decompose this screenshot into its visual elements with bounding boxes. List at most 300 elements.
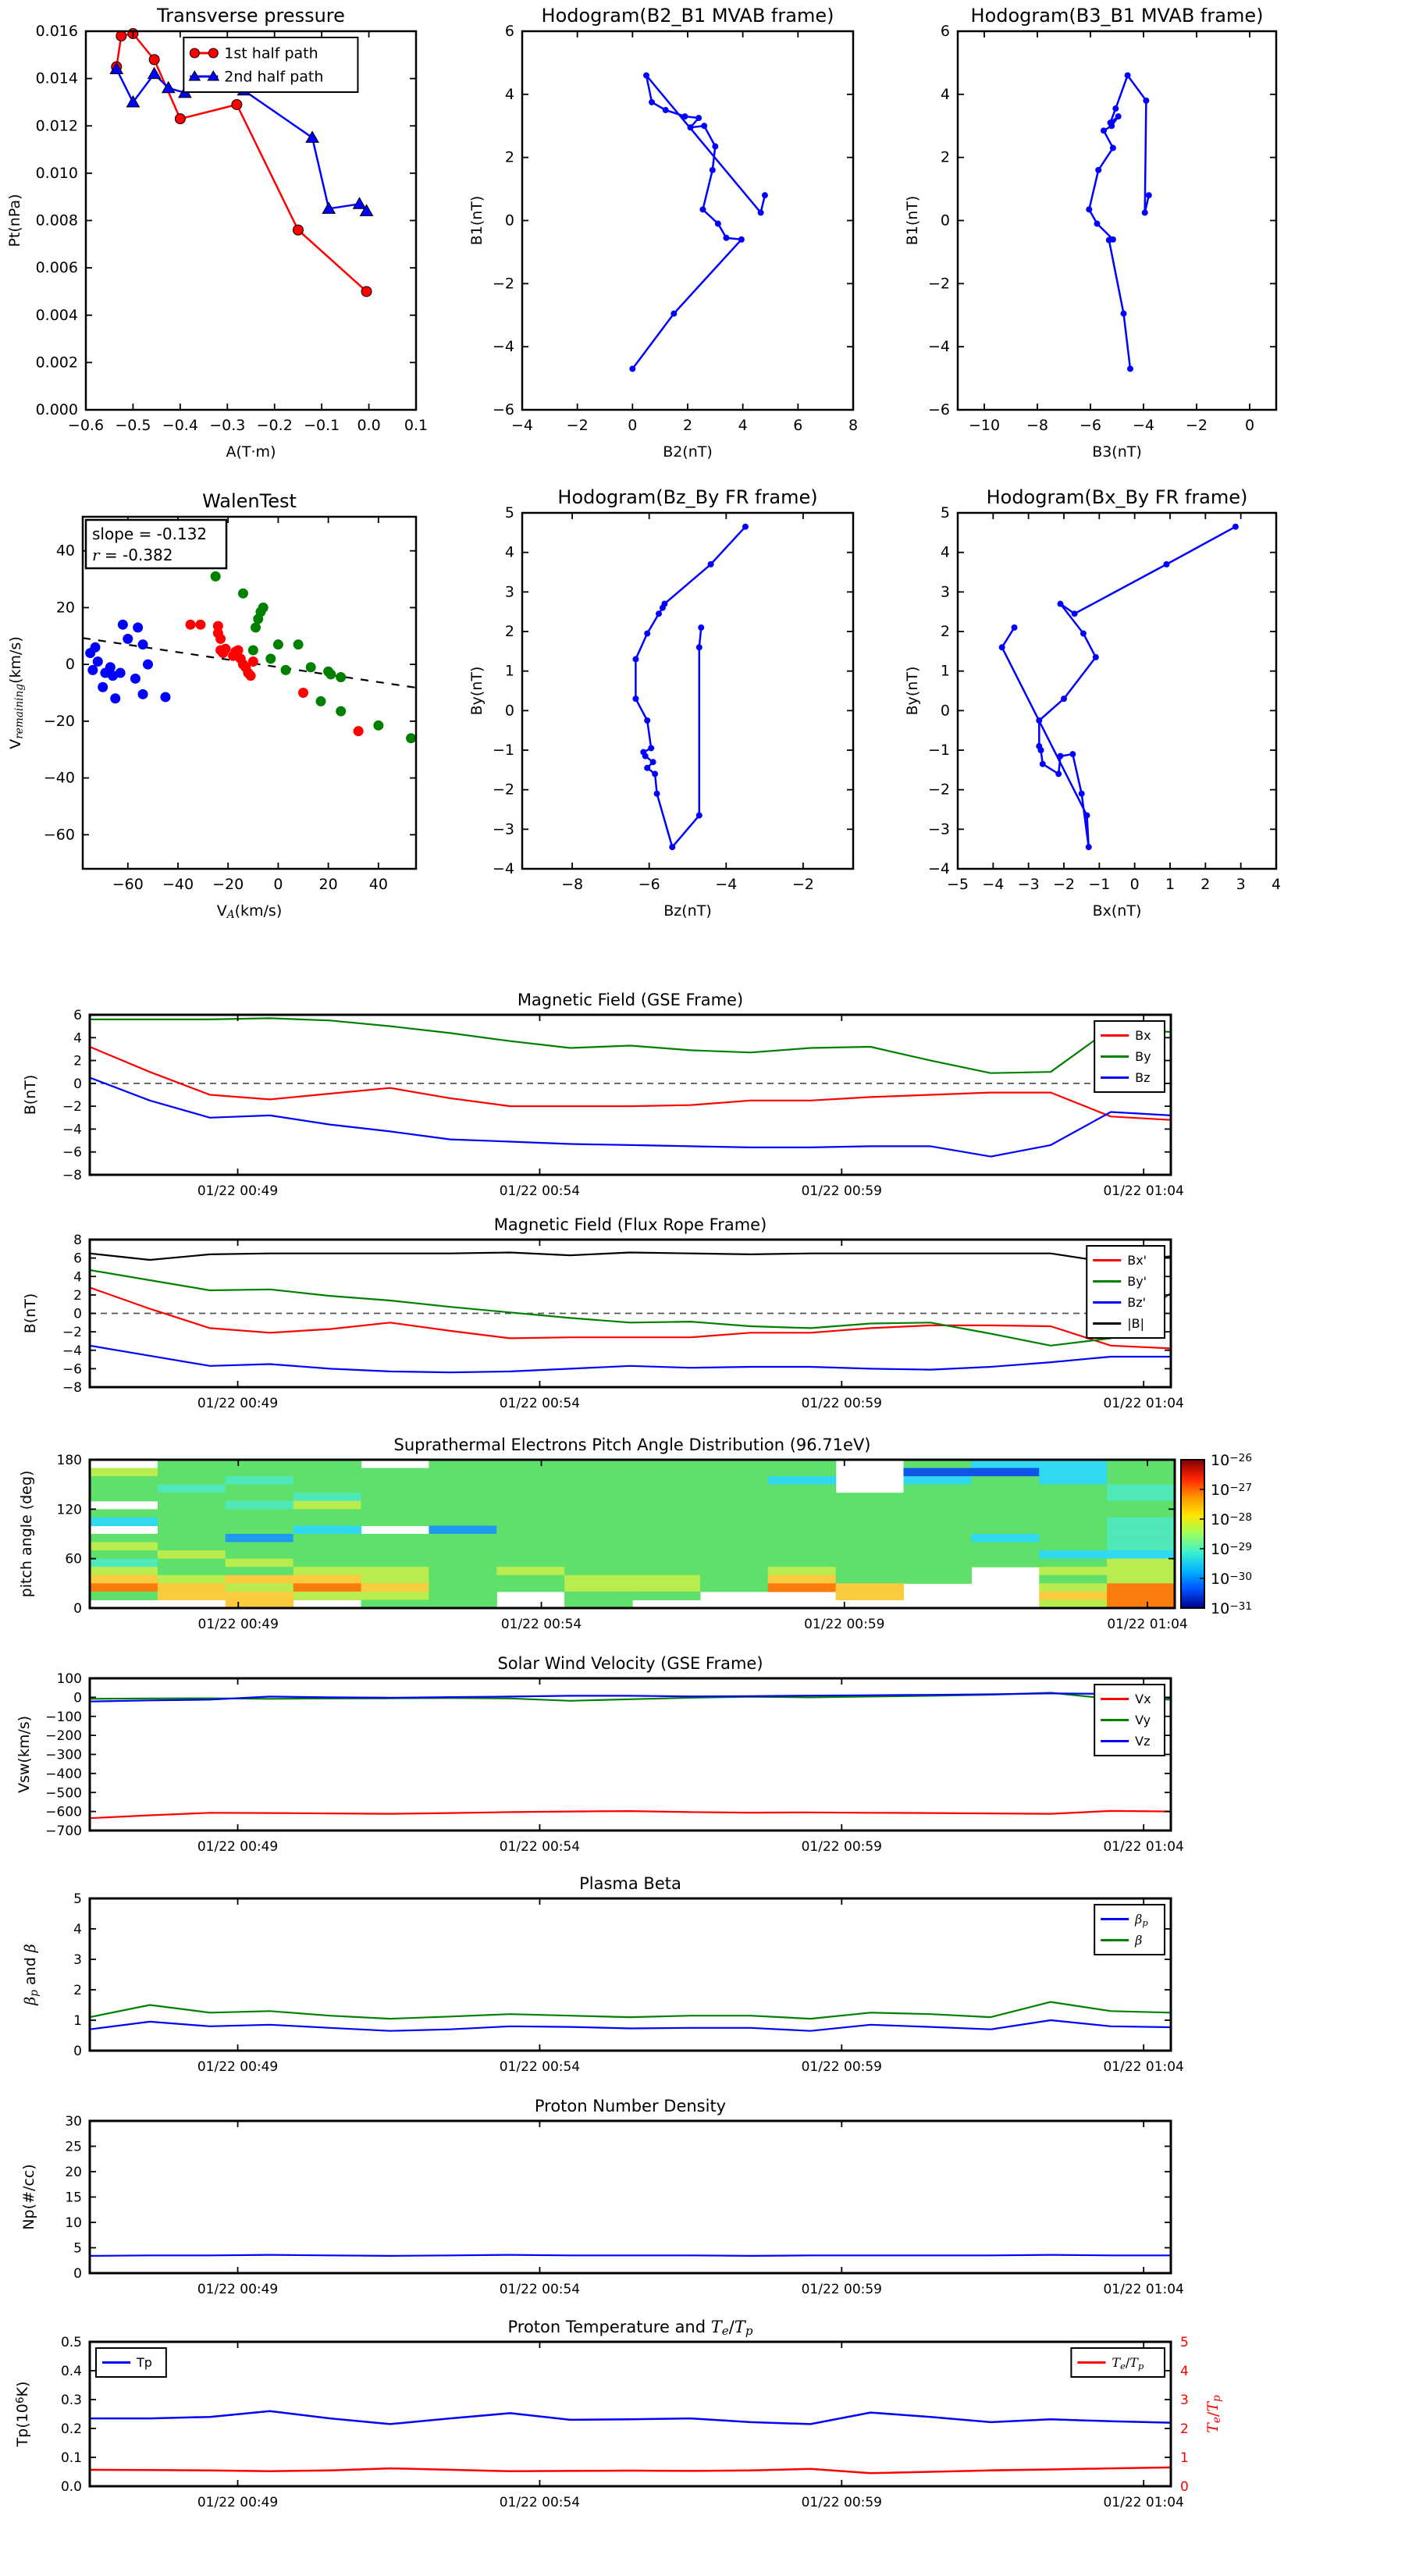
y-tick-label: 0.5 xyxy=(60,2335,82,2350)
x-tick-label: 01/22 00:49 xyxy=(197,1617,279,1632)
heatmap-cell xyxy=(700,1583,768,1592)
heatmap-cell xyxy=(971,1476,1039,1485)
heatmap-cell xyxy=(632,1550,700,1559)
y2-tick-label: 4 xyxy=(1180,2364,1189,2379)
y-tick-label: 0 xyxy=(940,702,950,720)
y-tick-label: −6 xyxy=(62,1144,82,1161)
heatmap-cell xyxy=(496,1542,564,1551)
chart-pitch-angle-distribution xyxy=(0,1429,1405,1651)
y-axis-label: Np(#/cc) xyxy=(20,2164,37,2230)
x-tick-label: 1 xyxy=(1165,876,1176,893)
legend-label: 2nd half path xyxy=(224,68,324,86)
y-axis-label: Vsw(km/s) xyxy=(16,1715,33,1794)
chart-hodogram-bz-by xyxy=(468,468,937,933)
x-axis-label: B3(nT) xyxy=(1092,443,1142,461)
x-tick-label: 01/22 00:54 xyxy=(499,2282,581,2297)
y-tick-label: −2 xyxy=(492,275,514,293)
heatmap-cell xyxy=(429,1575,496,1584)
heatmap-cell xyxy=(90,1476,158,1485)
heatmap-cell xyxy=(226,1509,293,1517)
heatmap-cell xyxy=(904,1542,972,1551)
heatmap-cell xyxy=(226,1575,293,1584)
heatmap-cell xyxy=(429,1485,496,1493)
x-tick-label: 01/22 00:49 xyxy=(197,1839,279,1855)
heatmap-cell xyxy=(293,1592,361,1600)
y-tick-label: 30 xyxy=(65,2114,82,2129)
x-axis-label: Bz(nT) xyxy=(663,902,712,920)
y-tick-label: 120 xyxy=(56,1502,82,1518)
heatmap-cell xyxy=(564,1460,632,1468)
heatmap-cell xyxy=(158,1592,226,1600)
y-tick-label: −4 xyxy=(492,860,514,877)
x-tick-label: 0 xyxy=(273,876,283,893)
y-tick-label: −4 xyxy=(62,1343,82,1359)
chart-walen-test xyxy=(0,468,468,933)
heatmap-cell xyxy=(632,1485,700,1493)
y-tick-label: 2 xyxy=(940,148,950,166)
heatmap-cell xyxy=(1039,1517,1107,1526)
colorbar-label: 10−31 xyxy=(1211,1600,1253,1617)
heatmap-cell xyxy=(293,1509,361,1517)
heatmap-cell xyxy=(971,1485,1039,1493)
x-tick-label: 01/22 00:49 xyxy=(197,1396,279,1411)
heatmap-cell xyxy=(496,1501,564,1510)
heatmap-cell xyxy=(496,1550,564,1559)
y-tick-label: −8 xyxy=(62,1380,82,1396)
y-tick-label: 10 xyxy=(65,2215,82,2231)
x-tick-label: −1 xyxy=(1088,876,1111,893)
series-line xyxy=(90,1078,1171,1157)
y-tick-label: 2 xyxy=(940,623,950,640)
legend-label: 1st half path xyxy=(224,44,318,62)
chart-title: Suprathermal Electrons Pitch Angle Distribution (96.71eV) xyxy=(393,1436,871,1454)
y-tick-label: 0.1 xyxy=(60,2450,82,2466)
axes-frame xyxy=(958,31,1276,410)
heatmap-cell xyxy=(564,1493,632,1501)
x-tick-label: −4 xyxy=(715,876,738,893)
heatmap-cell xyxy=(971,1468,1039,1477)
heatmap-cell xyxy=(971,1493,1039,1501)
heatmap-cell xyxy=(226,1460,293,1468)
y-tick-label: 0 xyxy=(504,212,514,229)
heatmap-cell xyxy=(836,1567,904,1575)
heatmap-cell xyxy=(1039,1460,1107,1468)
colorbar-label: 10−26 xyxy=(1211,1452,1253,1469)
heatmap-cell xyxy=(1039,1468,1107,1477)
heatmap-cell xyxy=(293,1517,361,1526)
heatmap-cell xyxy=(496,1575,564,1584)
colorbar xyxy=(1181,1460,1204,1608)
heatmap-cell xyxy=(226,1542,293,1551)
heatmap-cell xyxy=(1107,1559,1175,1567)
y-tick-label: −500 xyxy=(45,1785,82,1802)
y2-tick-label: 0 xyxy=(1180,2479,1189,2495)
y-tick-label: 0 xyxy=(73,1306,82,1322)
legend-label: By xyxy=(1135,1049,1151,1065)
heatmap-cell xyxy=(904,1485,972,1493)
y-tick-label: 3 xyxy=(504,583,514,601)
heatmap-cell xyxy=(226,1583,293,1592)
heatmap-cell xyxy=(1107,1525,1175,1534)
heatmap-cell xyxy=(496,1485,564,1493)
heatmap-cell xyxy=(90,1559,158,1567)
heatmap-cell xyxy=(564,1559,632,1567)
x-tick-label: −6 xyxy=(638,876,660,893)
y-tick-label: −1 xyxy=(492,742,514,759)
y-tick-label: −100 xyxy=(45,1709,82,1725)
x-tick-label: 20 xyxy=(318,876,338,893)
heatmap-cell xyxy=(1039,1534,1107,1542)
heatmap-cell xyxy=(700,1476,768,1485)
x-tick-label: −2 xyxy=(566,417,589,434)
x-axis-label: Bx(nT) xyxy=(1092,902,1142,920)
heatmap-cell xyxy=(632,1460,700,1468)
y-tick-label: 0.004 xyxy=(35,306,78,324)
x-tick-label: 01/22 01:04 xyxy=(1103,1396,1184,1411)
y-tick-label: 0.3 xyxy=(60,2393,82,2408)
heatmap-cell xyxy=(564,1485,632,1493)
heatmap-cell xyxy=(768,1567,836,1575)
heatmap-cell xyxy=(158,1517,226,1526)
y-tick-label: 0 xyxy=(73,1601,82,1617)
heatmap-cell xyxy=(226,1468,293,1477)
heatmap-cell xyxy=(836,1559,904,1567)
y-tick-label: 6 xyxy=(940,23,950,40)
series-line xyxy=(90,2020,1171,2031)
chart-hodogram-bx-by xyxy=(905,468,1405,933)
chart-svg xyxy=(905,468,1405,929)
x-tick-label: 01/22 01:04 xyxy=(1103,2059,1184,2075)
y-tick-label: 5 xyxy=(940,504,950,521)
heatmap-cell xyxy=(226,1476,293,1485)
heatmap-cell xyxy=(293,1559,361,1567)
x-tick-label: 01/22 00:59 xyxy=(804,1617,885,1632)
y-tick-label: −6 xyxy=(492,401,514,418)
chart-transverse-pressure xyxy=(0,8,468,472)
x-tick-label: 01/22 01:04 xyxy=(1103,1839,1184,1855)
legend-label: Tp xyxy=(137,2355,152,2371)
x-tick-label: 01/22 00:59 xyxy=(801,2059,883,2075)
x-tick-label: 01/22 00:49 xyxy=(197,2282,279,2297)
y-axis-label: By(nT) xyxy=(468,666,486,716)
heatmap-cell xyxy=(768,1525,836,1534)
chart-title: Solar Wind Velocity (GSE Frame) xyxy=(497,1655,763,1673)
y-tick-label: 4 xyxy=(504,543,514,561)
x-tick-label: 0 xyxy=(1129,876,1140,893)
x-tick-label: −0.3 xyxy=(209,417,246,434)
y-tick-label: 5 xyxy=(73,2240,82,2257)
y-axis-label: B1(nT) xyxy=(468,195,486,246)
y-tick-label: 0.000 xyxy=(35,401,78,418)
heatmap-cell xyxy=(158,1501,226,1510)
x-axis-label: B2(nT) xyxy=(663,443,713,461)
annotation-text: r = -0.382 xyxy=(92,546,173,564)
y-axis-label: pitch angle (deg) xyxy=(18,1470,35,1598)
heatmap-cell xyxy=(90,1509,158,1517)
x-tick-label: 01/22 01:04 xyxy=(1103,2495,1184,2510)
x-tick-label: −4 xyxy=(1132,417,1155,434)
y-tick-label: −4 xyxy=(927,860,950,877)
y-tick-label: 0 xyxy=(73,1076,82,1092)
heatmap-cell xyxy=(293,1542,361,1551)
heatmap-cell xyxy=(361,1476,429,1485)
heatmap-cell xyxy=(158,1485,226,1493)
axes-frame xyxy=(522,513,853,869)
heatmap-cell xyxy=(1039,1493,1107,1501)
heatmap-cell xyxy=(361,1575,429,1584)
heatmap-cell xyxy=(90,1468,158,1477)
heatmap-cell xyxy=(632,1534,700,1542)
chart-svg xyxy=(905,8,1405,468)
heatmap-cell xyxy=(971,1517,1039,1526)
chart-title: WalenTest xyxy=(202,490,297,512)
y-tick-label: 1 xyxy=(940,662,950,680)
y-tick-label: −2 xyxy=(62,1099,82,1115)
x-tick-label: 01/22 00:59 xyxy=(801,1839,883,1855)
x-tick-label: 01/22 00:49 xyxy=(197,1183,279,1199)
heatmap-cell xyxy=(496,1525,564,1534)
heatmap-cell xyxy=(700,1517,768,1526)
heatmap-cell xyxy=(158,1542,226,1551)
y-tick-label: 4 xyxy=(940,543,950,561)
heatmap-cell xyxy=(700,1525,768,1534)
x-tick-label: 01/22 00:59 xyxy=(801,1396,883,1411)
heatmap-cell xyxy=(564,1517,632,1526)
heatmap-cell xyxy=(496,1583,564,1592)
x-tick-label: 01/22 01:04 xyxy=(1107,1617,1188,1632)
legend-label: Vx xyxy=(1135,1692,1151,1707)
heatmap-cell xyxy=(1039,1575,1107,1584)
heatmap-cell xyxy=(632,1509,700,1517)
chart-title: Proton Number Density xyxy=(534,2097,727,2115)
heatmap-cell xyxy=(293,1493,361,1501)
colorbar-label: 10−29 xyxy=(1211,1541,1253,1558)
chart-title: Magnetic Field (GSE Frame) xyxy=(517,991,744,1009)
y-axis-label: B(nT) xyxy=(22,1293,39,1334)
series-line xyxy=(90,2255,1171,2256)
y-tick-label: 40 xyxy=(55,542,75,560)
heatmap-cell xyxy=(226,1567,293,1575)
heatmap-cell xyxy=(496,1493,564,1501)
chart-svg xyxy=(0,1429,1405,1647)
y-tick-label: −3 xyxy=(492,820,514,838)
heatmap-cell xyxy=(904,1468,972,1477)
x-tick-label: 4 xyxy=(1271,876,1282,893)
x-tick-label: −20 xyxy=(212,876,244,893)
heatmap-cell xyxy=(768,1509,836,1517)
heatmap-cell xyxy=(700,1534,768,1542)
series-line xyxy=(90,2002,1171,2019)
series-line xyxy=(90,1346,1171,1372)
heatmap-cell xyxy=(836,1517,904,1526)
chart-svg xyxy=(468,468,937,929)
heatmap-cell xyxy=(293,1468,361,1477)
heatmap-cell xyxy=(158,1476,226,1485)
heatmap-cell xyxy=(700,1460,768,1468)
x-tick-label: −60 xyxy=(112,876,144,893)
y-tick-label: 3 xyxy=(940,583,950,601)
heatmap-cell xyxy=(1107,1509,1175,1517)
heatmap-cell xyxy=(429,1583,496,1592)
heatmap-cell xyxy=(226,1485,293,1493)
colorbar-label: 10−28 xyxy=(1211,1511,1253,1528)
chart-proton-number-density xyxy=(0,2096,1405,2311)
y-tick-label: 8 xyxy=(73,1233,82,1248)
heatmap-cell xyxy=(700,1468,768,1477)
heatmap-cell xyxy=(90,1592,158,1600)
series-line xyxy=(90,1811,1171,1818)
x-tick-label: −0.6 xyxy=(67,417,105,434)
heatmap-cell xyxy=(1107,1476,1175,1485)
heatmap-cell xyxy=(226,1559,293,1567)
chart-svg xyxy=(0,468,468,929)
heatmap-cell xyxy=(158,1509,226,1517)
y-tick-label: 20 xyxy=(55,599,75,617)
chart-title: Plasma Beta xyxy=(579,1874,681,1893)
y-tick-label: 6 xyxy=(73,1008,82,1023)
x-tick-label: 2 xyxy=(682,417,693,434)
legend-label: |B| xyxy=(1127,1316,1145,1332)
y-tick-label: 6 xyxy=(504,23,514,40)
y-tick-label: −20 xyxy=(43,712,75,730)
chart-svg xyxy=(0,2314,1405,2510)
heatmap-cell xyxy=(904,1567,972,1575)
heatmap-cell xyxy=(632,1592,700,1600)
x-tick-label: 01/22 00:54 xyxy=(499,1396,581,1411)
heatmap-cell xyxy=(226,1550,293,1559)
y2-tick-label: 1 xyxy=(1180,2450,1189,2466)
heatmap-cell xyxy=(293,1575,361,1584)
heatmap-cell xyxy=(632,1501,700,1510)
y-axis-label: Pt(nPa) xyxy=(6,194,23,247)
heatmap-cell xyxy=(1039,1509,1107,1517)
heatmap-cell xyxy=(90,1567,158,1575)
series-line xyxy=(90,1287,1171,1348)
y-tick-label: −200 xyxy=(45,1728,82,1745)
y-tick-label: 1 xyxy=(73,2013,82,2029)
heatmap-cell xyxy=(904,1460,972,1468)
y-axis-label: Tp(106K) xyxy=(14,2381,31,2447)
heatmap-cell xyxy=(496,1476,564,1485)
chart-proton-temperature xyxy=(0,2314,1405,2514)
x-tick-label: 01/22 00:54 xyxy=(500,1617,582,1632)
heatmap-cell xyxy=(293,1567,361,1575)
heatmap-cell xyxy=(293,1534,361,1542)
heatmap-cell xyxy=(90,1493,158,1501)
legend-label: Bz xyxy=(1135,1070,1151,1086)
x-tick-label: 8 xyxy=(848,417,859,434)
heatmap-cell xyxy=(158,1493,226,1501)
heatmap-cell xyxy=(361,1485,429,1493)
heatmap-cell xyxy=(768,1550,836,1559)
legend-label: Bx' xyxy=(1127,1253,1147,1268)
y-tick-label: 180 xyxy=(56,1453,82,1468)
x-tick-label: 01/22 00:49 xyxy=(197,2495,279,2510)
chart-hodogram-b2-b1 xyxy=(468,8,937,472)
heatmap-cell xyxy=(836,1501,904,1510)
y-tick-label: 0.0 xyxy=(60,2479,82,2495)
heatmap-cell xyxy=(700,1567,768,1575)
series-line xyxy=(90,1253,1171,1263)
heatmap-cell xyxy=(700,1501,768,1510)
heatmap-cell xyxy=(1039,1542,1107,1551)
chart-svg xyxy=(0,8,468,468)
heatmap-cell xyxy=(1039,1567,1107,1575)
heatmap-cell xyxy=(293,1583,361,1592)
legend-label: Te/Tp xyxy=(1112,2355,1144,2371)
x-axis-label: A(T·m) xyxy=(226,443,276,461)
y2-tick-label: 3 xyxy=(1180,2393,1189,2408)
heatmap-cell xyxy=(632,1559,700,1567)
x-tick-label: 01/22 00:59 xyxy=(801,2282,883,2297)
heatmap-cell xyxy=(361,1550,429,1559)
chart-svg xyxy=(0,968,1405,1202)
x-tick-label: −0.1 xyxy=(304,417,340,434)
y-tick-label: 5 xyxy=(73,1891,82,1907)
heatmap-cell xyxy=(904,1575,972,1584)
heatmap-cell xyxy=(564,1550,632,1559)
heatmap-cell xyxy=(904,1559,972,1567)
heatmap-cell xyxy=(768,1460,836,1468)
heatmap-cell xyxy=(226,1534,293,1542)
heatmap-cell xyxy=(226,1501,293,1510)
heatmap-cell xyxy=(158,1468,226,1477)
heatmap-cell xyxy=(429,1592,496,1600)
heatmap-cell xyxy=(904,1493,972,1501)
y-tick-label: 2 xyxy=(73,1053,82,1069)
heatmap-cell xyxy=(632,1567,700,1575)
heatmap-cell xyxy=(361,1583,429,1592)
y-tick-label: 0.014 xyxy=(35,69,78,87)
y-axis-label: B1(nT) xyxy=(905,195,921,246)
heatmap-cell xyxy=(768,1476,836,1485)
y-tick-label: −8 xyxy=(62,1168,82,1183)
heatmap-cell xyxy=(632,1468,700,1477)
y-tick-label: −4 xyxy=(492,338,514,356)
y-tick-label: 4 xyxy=(73,1922,82,1937)
chart-magnetic-field-flux-rope xyxy=(0,1202,1405,1432)
heatmap-cell xyxy=(564,1583,632,1592)
y-tick-label: 0.002 xyxy=(35,354,78,372)
heatmap-cell xyxy=(564,1592,632,1600)
y2-tick-label: 2 xyxy=(1180,2421,1189,2437)
colorbar-label: 10−30 xyxy=(1211,1571,1253,1588)
heatmap-cell xyxy=(1039,1501,1107,1510)
chart-svg xyxy=(0,2096,1405,2307)
legend-label: Vy xyxy=(1135,1713,1151,1728)
x-tick-label: 4 xyxy=(738,417,748,434)
x-tick-label: 40 xyxy=(368,876,388,893)
y-tick-label: −2 xyxy=(62,1325,82,1341)
axes-frame xyxy=(958,513,1276,869)
y-tick-label: 15 xyxy=(65,2190,82,2206)
heatmap-cell xyxy=(904,1476,972,1485)
heatmap-cell xyxy=(429,1476,496,1485)
heatmap-cell xyxy=(158,1583,226,1592)
heatmap-cell xyxy=(90,1583,158,1592)
y2-tick-label: 5 xyxy=(1180,2335,1189,2350)
heatmap-cell xyxy=(361,1517,429,1526)
y-tick-label: 0 xyxy=(504,702,514,720)
y-tick-label: −4 xyxy=(62,1122,82,1138)
heatmap-cell xyxy=(768,1501,836,1510)
y-tick-label: 0 xyxy=(73,1690,82,1706)
series-line xyxy=(90,1270,1171,1346)
heatmap-cell xyxy=(904,1517,972,1526)
heatmap-cell xyxy=(158,1567,226,1575)
heatmap-cell xyxy=(293,1476,361,1485)
chart-title: Hodogram(B3_B1 MVAB frame) xyxy=(970,8,1264,27)
